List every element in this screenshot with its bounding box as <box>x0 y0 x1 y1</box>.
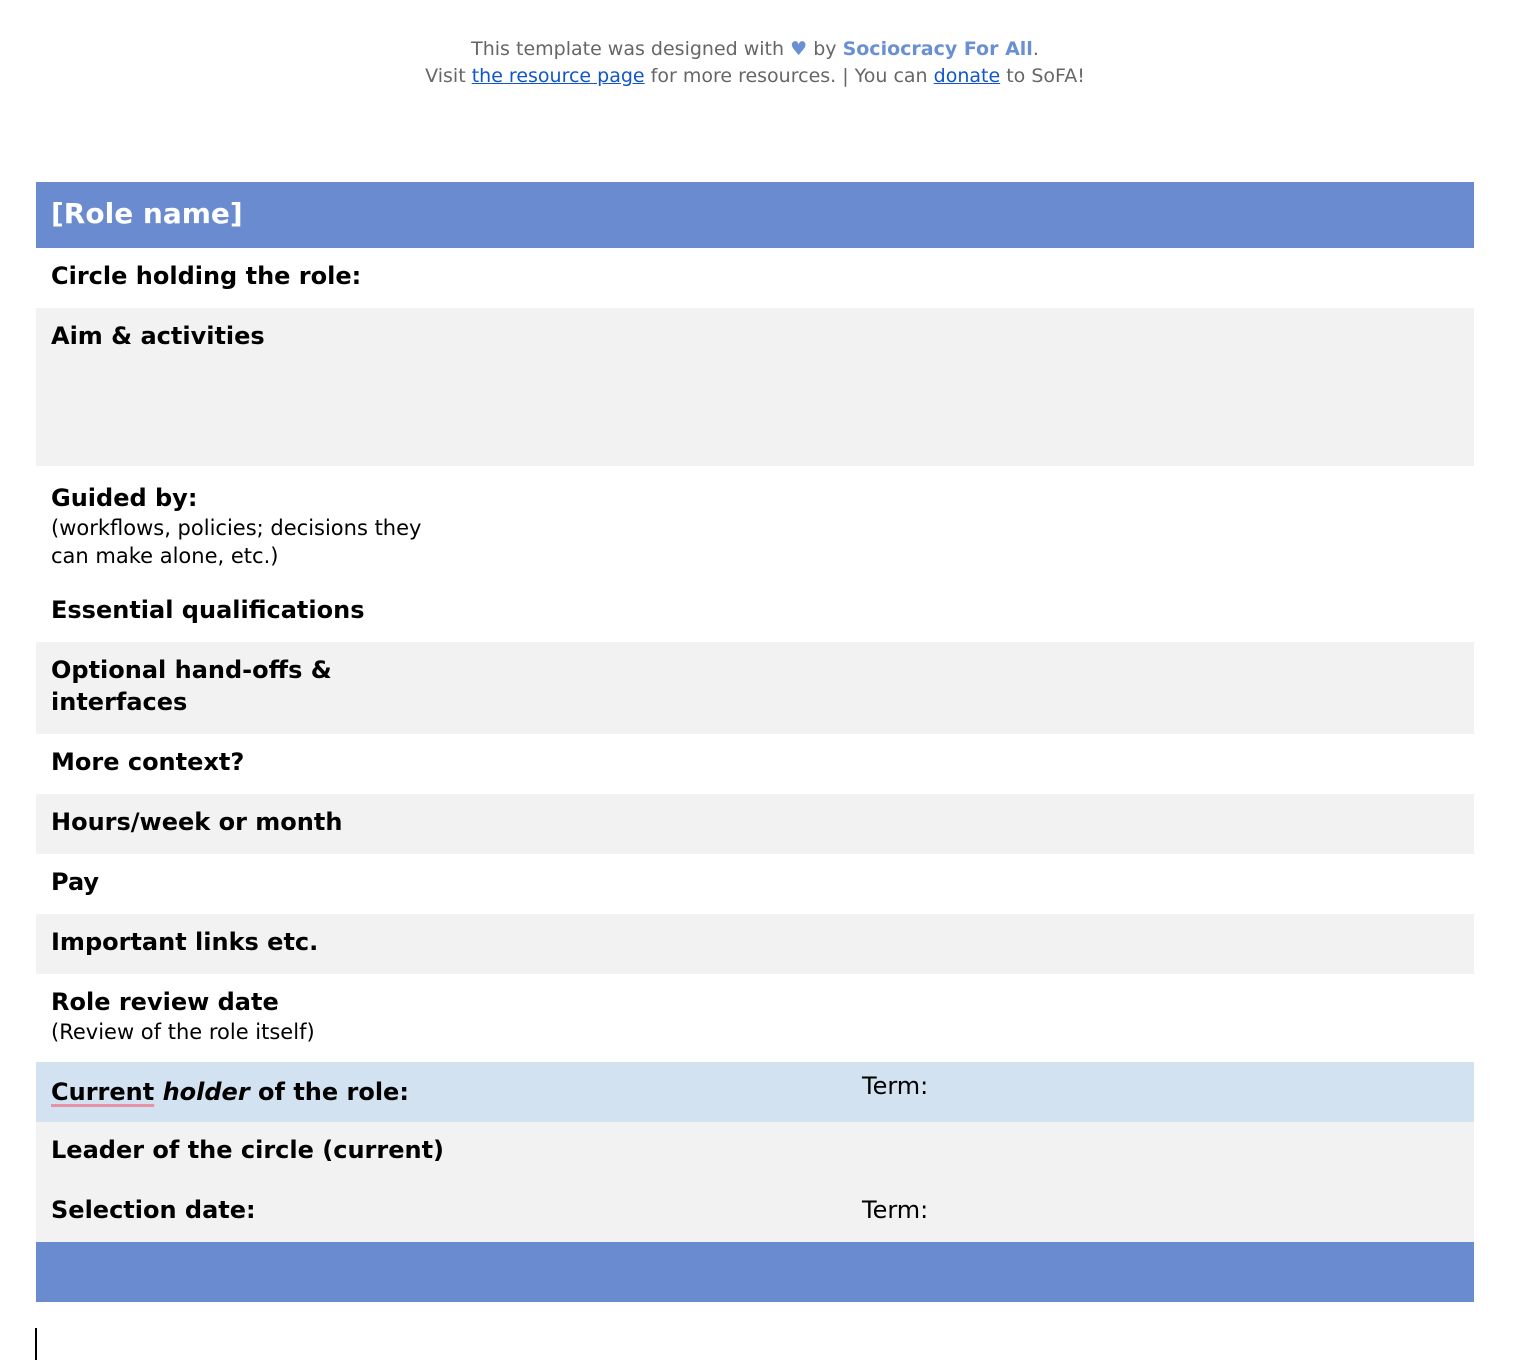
holder-word-current: Current <box>51 1078 155 1106</box>
handoffs-label-2: interfaces <box>51 688 188 716</box>
credit-period: . <box>1032 38 1039 60</box>
aim-label: Aim & activities <box>51 322 265 350</box>
hours-label: Hours/week or month <box>51 808 343 836</box>
brand-name: Sociocracy For All <box>842 38 1033 60</box>
selection-label: Selection date: <box>51 1196 256 1224</box>
selection-term-label: Term: <box>862 1196 929 1224</box>
review-row[interactable] <box>36 974 1474 1062</box>
guided-row[interactable] <box>36 466 1474 582</box>
heart-icon: ♥ <box>790 38 808 60</box>
credit-text: This template was designed with <box>471 38 785 60</box>
leader-row[interactable] <box>36 1122 1474 1182</box>
pay-label: Pay <box>51 868 100 896</box>
handoffs-row[interactable] <box>36 642 1474 734</box>
credit-mid: for more resources. | You can <box>650 65 928 87</box>
pay-row[interactable] <box>36 854 1474 914</box>
credit-by: by <box>813 38 837 60</box>
resource-page-link[interactable]: the resource page <box>471 65 645 87</box>
holder-word-holder: holder <box>162 1078 250 1106</box>
context-label: More context? <box>51 748 245 776</box>
hours-row[interactable] <box>36 794 1474 854</box>
aim-row[interactable] <box>36 308 1474 466</box>
links-row[interactable] <box>36 914 1474 974</box>
holder-label <box>51 1076 1459 1108</box>
role-form-table <box>36 182 1474 1302</box>
credit-banner <box>0 36 1510 90</box>
links-label: Important links etc. <box>51 928 319 956</box>
circle-row[interactable] <box>36 248 1474 308</box>
credit-visit: Visit <box>425 65 466 87</box>
guided-sub-2: can make alone, etc.) <box>51 544 279 568</box>
circle-label: Circle holding the role: <box>51 262 362 290</box>
footer-bar <box>36 1242 1474 1302</box>
holder-rest: of the role: <box>258 1078 409 1106</box>
text-cursor <box>35 1328 37 1360</box>
qualifications-row[interactable] <box>36 582 1474 642</box>
context-row[interactable] <box>36 734 1474 794</box>
guided-sub-1: (workflows, policies; decisions they <box>51 516 422 540</box>
qualifications-label: Essential qualifications <box>51 596 365 624</box>
selection-row[interactable] <box>36 1182 1474 1242</box>
role-title-row[interactable] <box>36 182 1474 248</box>
credit-end: to SoFA! <box>1006 65 1085 87</box>
credit-line-2 <box>0 63 1510 90</box>
holder-row[interactable] <box>36 1062 1474 1122</box>
leader-label: Leader of the circle (current) <box>51 1136 445 1164</box>
handoffs-label-1: Optional hand-offs & <box>51 656 332 684</box>
review-label: Role review date <box>51 988 279 1016</box>
holder-term-label: Term: <box>862 1072 929 1100</box>
review-sub: (Review of the role itself) <box>51 1020 315 1044</box>
credit-line-1 <box>0 36 1510 63</box>
role-name-title: [Role name] <box>51 197 243 230</box>
donate-link[interactable]: donate <box>933 65 1001 87</box>
guided-label: Guided by: <box>51 484 198 512</box>
